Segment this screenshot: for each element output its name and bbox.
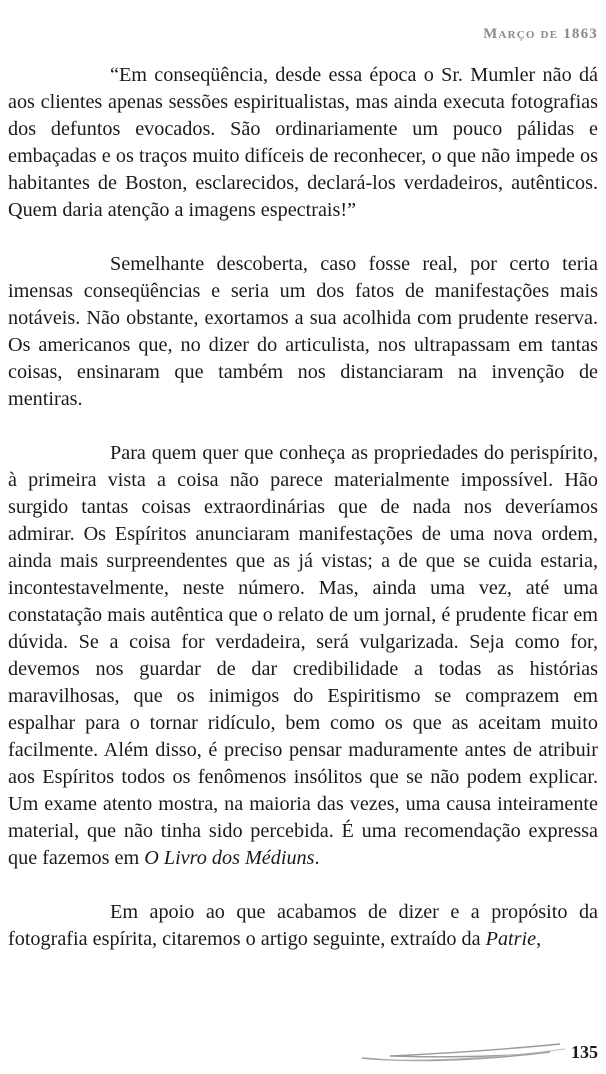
book-title-italic: O Livro dos Médiuns <box>144 847 315 869</box>
paragraph-3-end: . <box>314 847 320 869</box>
paragraph-1: “Em conseqüência, desde essa época o Sr. Mumler não dá aos clientes apenas sessões espiritualistas, mas ainda executa fotografias dos defuntos evocados. São ordinariamente um pouco pálidas e embaçadas e os traços muito difíceis de reconhecer, o que não impede os habitantes de Boston, esclarecidos, declará-los verdadeiros, autênticos. Quem daria atenção a imagens espectrais!” <box>8 64 598 221</box>
page-number: 135 <box>571 1042 598 1062</box>
paragraph-4-text: Em apoio ao que acabamos de dizer e a propósito da fotografia espírita, citaremos o artigo seguinte, extraído da <box>8 901 598 950</box>
body-text <box>8 62 598 980</box>
paragraph-4 <box>8 899 598 953</box>
paragraph-3 <box>8 440 598 872</box>
paragraph-4-end: , <box>536 928 542 950</box>
newspaper-title-italic: Patrie <box>485 928 537 950</box>
swoosh-ornament-icon <box>360 1032 580 1066</box>
page-footer <box>0 1032 606 1074</box>
paragraph-2: Semelhante descoberta, caso fosse real, por certo teria imensas conseqüências e seria um dos fatos de manifestações mais notáveis. Não obstante, exortamos a sua acolhida com prudente reserva. Os americanos que, no dizer do articulista, nos ultrapassam em tantas coisas, ensinaram que também nos distanciaram na invenção de mentiras. <box>8 253 598 410</box>
running-header: Março de 1863 <box>483 26 598 42</box>
paragraph-3-text: Para quem quer que conheça as propriedades do perispírito, à primeira vista a coisa não parece materialmente impossível. Hão surgido tantas coisas extraordinárias que de nada nos deveríamos admirar. Os Espíritos anunciaram manifestações de uma nova ordem, ainda mais surpreendentes que as já vistas; a de que se cuida estaria, incontestavelmente, neste número. Mas, ainda uma vez, até uma constatação mais autêntica que o relato de um jornal, é prudente ficar em dúvida. Se a coisa for verdadeira, será vulgarizada. Seja como for, devemos nos guardar de dar credibilidade a todas as histórias maravilhosas, que os inimigos do Espiritismo se comprazem em espalhar para o tornar ridículo, bem como os que as aceitam muito facilmente. Além disso, é preciso pensar maduramente antes de atribuir aos Espíritos todos os fenômenos insólitos que se não podem explicar. Um exame atento mostra, na maioria das vezes, uma causa inteiramente material, que não tinha sido percebida. É uma recomendação expressa que fazemos em <box>8 442 598 869</box>
